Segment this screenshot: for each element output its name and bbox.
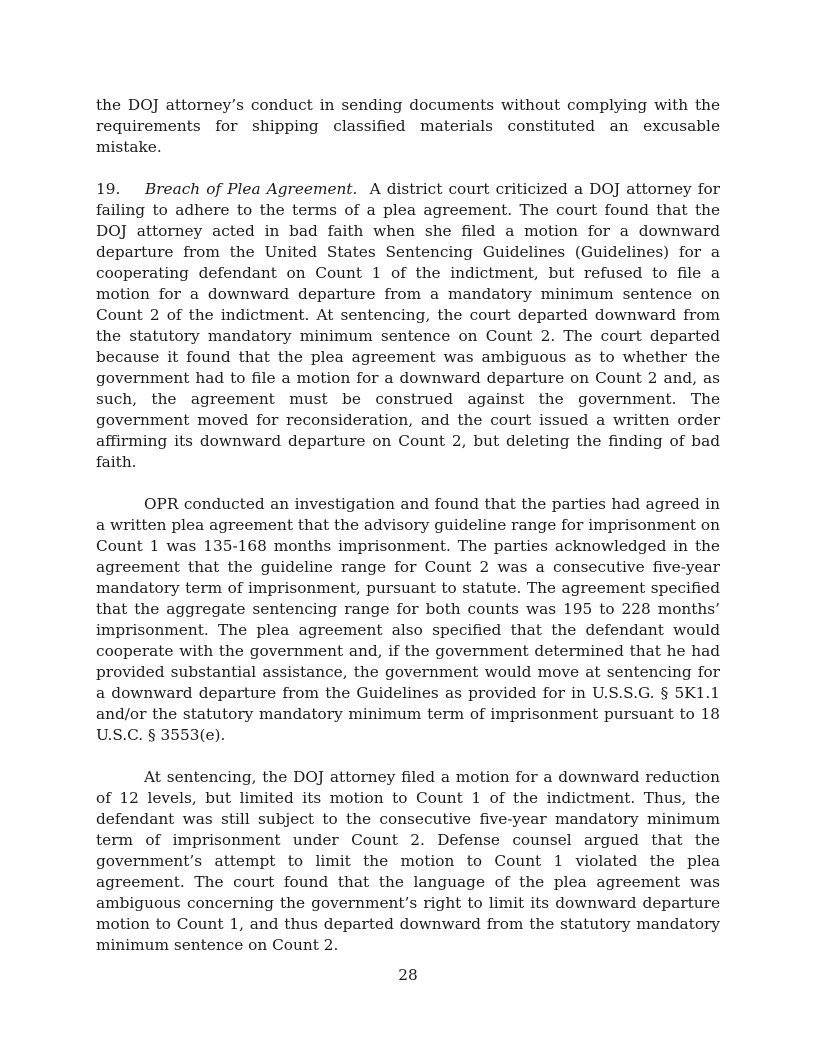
section-title: Breach of Plea Agreement. <box>145 180 358 198</box>
paragraph-sentencing: At sentencing, the DOJ attorney filed a motion for a downward reduction of 12 levels, but limited its motion to Count 1 of the indictment. Thus, the defendant was still subject to the consecutive five-year mandatory minimum term of imprisonment under Count 2. Defense counsel argued that the government’s attempt to limit the motion to Count 1 violated the plea agreement. The court found that the language of the plea agreement was ambiguous concerning the government’s right to limit its downward departure motion to Count 1, and thus departed downward from the statutory mandatory minimum sentence on Count 2. <box>96 768 720 954</box>
paragraph-number: 19. <box>96 180 121 198</box>
document-body <box>96 95 720 956</box>
paragraph-19 <box>96 179 720 473</box>
paragraph-continuation: the DOJ attorney’s conduct in sending documents without complying with the requirements for shipping classified materials constituted an excusable mistake. <box>96 96 720 156</box>
page-number: 28 <box>398 966 418 984</box>
paragraph-opr-investigation: OPR conducted an investigation and found that the parties had agreed in a written plea agreement that the advisory guideline range for imprisonment on Count 1 was 135-168 months imprisonment. The parties acknowledged in the agreement that the guideline range for Count 2 was a consecutive five-year mandatory term of imprisonment, pursuant to statute. The agreement specified that the aggregate sentencing range for both counts was 195 to 228 months’ imprisonment. The plea agreement also specified that the defendant would cooperate with the government and, if the government determined that he had provided substantial assistance, the government would move at sentencing for a downward departure from the Guidelines as provided for in U.S.S.G. § 5K1.1 and/or the statutory mandatory minimum term of imprisonment pursuant to 18 U.S.C. § 3553(e). <box>96 495 720 744</box>
paragraph-text: A district court criticized a DOJ attorney for failing to adhere to the terms of a plea agreement. The court found that the DOJ attorney acted in bad faith when she filed a motion for a downward departure from the United States Sentencing Guidelines (Guidelines) for a cooperating defendant on Count 1 of the indictment, but refused to file a motion for a downward departure from a mandatory minimum sentence on Count 2 of the indictment. At sentencing, the court departed downward from the statutory mandatory minimum sentence on Count 2. The court departed because it found that the plea agreement was ambiguous as to whether the government had to file a motion for a downward departure on Count 2 and, as such, the agreement must be construed against the government. The government moved for reconsideration, and the court issued a written order affirming its downward departure on Count 2, but deleting the finding of bad faith. <box>96 180 720 471</box>
